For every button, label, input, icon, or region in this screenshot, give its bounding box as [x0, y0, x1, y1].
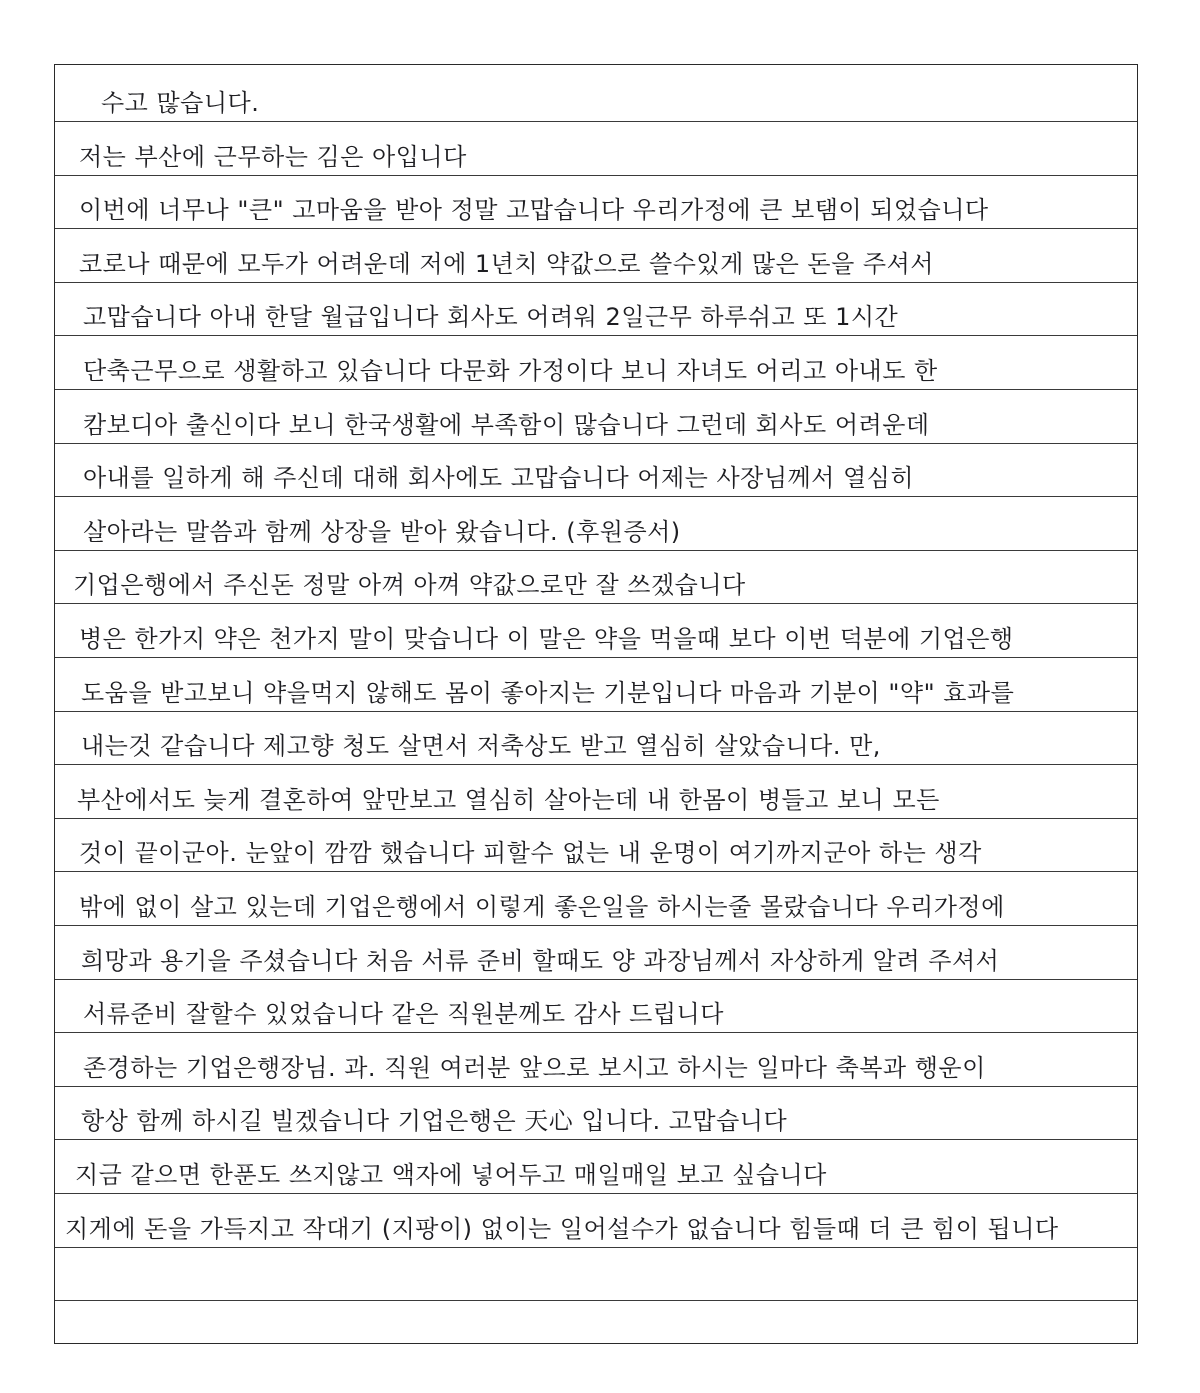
lined-letter-sheet: [54, 64, 1138, 1344]
letter-line-3: 이번에 너무나 "큰" 고마움을 받아 정말 고맙습니다 우리가정에 큰 보탬이 되었습니다: [79, 196, 989, 225]
letter-line-4: 코로나 때문에 모두가 어려운데 저에 1년치 약값으로 쓸수있게 많은 돈을 주셔서: [79, 249, 934, 278]
letter-line-22: 지게에 돈을 가득지고 작대기 (지팡이) 없이는 일어설수가 없습니다 힘들때 더 큰 힘이 됩니다: [65, 1214, 1059, 1243]
letter-line-20: 항상 함께 하시길 빌겠습니다 기업은행은 天心 입니다. 고맙습니다: [81, 1107, 788, 1136]
letter-line-12: 도움을 받고보니 약을먹지 않해도 몸이 좋아지는 기분입니다 마음과 기분이 "약" 효과를: [81, 678, 1015, 707]
letter-line-21: 지금 같으면 한푼도 쓰지않고 액자에 넣어두고 매일매일 보고 싶습니다: [75, 1161, 827, 1189]
letter-line-19: 존경하는 기업은행장님. 과. 직원 여러분 앞으로 보시고 하시는 일마다 축복과 행운이: [83, 1053, 986, 1082]
letter-line-6: 단축근무으로 생활하고 있습니다 다문화 가정이다 보니 자녀도 어리고 아내도 한: [83, 357, 938, 385]
letter-line-8: 아내를 일하게 해 주신데 대해 회사에도 고맙습니다 어제는 사장님께서 열심히: [83, 464, 915, 493]
letter-line-2: 저는 부산에 근무하는 김은 아입니다: [79, 142, 467, 171]
letter-line-7: 캄보디아 출신이다 보니 한국생활에 부족함이 많습니다 그런데 회사도 어려운데: [83, 410, 930, 439]
letter-line-1: 수고 많습니다.: [101, 89, 260, 117]
letter-line-15: 것이 끝이군아. 눈앞이 깜깜 했습니다 피할수 없는 내 운명이 여기까지군아 하는 생각: [79, 839, 982, 868]
ruled-line: [55, 1300, 1137, 1301]
letter-line-18: 서류준비 잘할수 있었습니다 같은 직원분께도 감사 드립니다: [83, 1000, 724, 1029]
letter-line-17: 희망과 용기을 주셨습니다 처음 서류 준비 할때도 양 과장님께서 자상하게 알려 주셔서: [81, 946, 1000, 975]
letter-line-13: 내는것 같습니다 제고향 청도 살면서 저축상도 받고 열심히 살았습니다. 만,: [81, 732, 881, 761]
letter-line-11: 병은 한가지 약은 천가지 말이 맞습니다 이 말은 약을 먹을때 보다 이번 덕분에 기업은행: [79, 625, 1014, 653]
letter-line-5: 고맙습니다 아내 한달 월급입니다 회사도 어려워 2일근무 하루쉬고 또 1시간: [83, 303, 899, 332]
letter-line-9: 살아라는 말씀과 함께 상장을 받아 왔습니다. (후원증서): [83, 517, 681, 546]
letter-line-14: 부산에서도 늦게 결혼하여 앞만보고 열심히 살아는데 내 한몸이 병들고 보니 모든: [77, 785, 940, 814]
letter-line-16: 밖에 없이 살고 있는데 기업은행에서 이렇게 좋은일을 하시는줄 몰랐습니다 우리가정에: [79, 893, 1005, 921]
letter-line-10: 기업은행에서 주신돈 정말 아껴 아껴 약값으로만 잘 쓰겠습니다: [73, 571, 746, 600]
